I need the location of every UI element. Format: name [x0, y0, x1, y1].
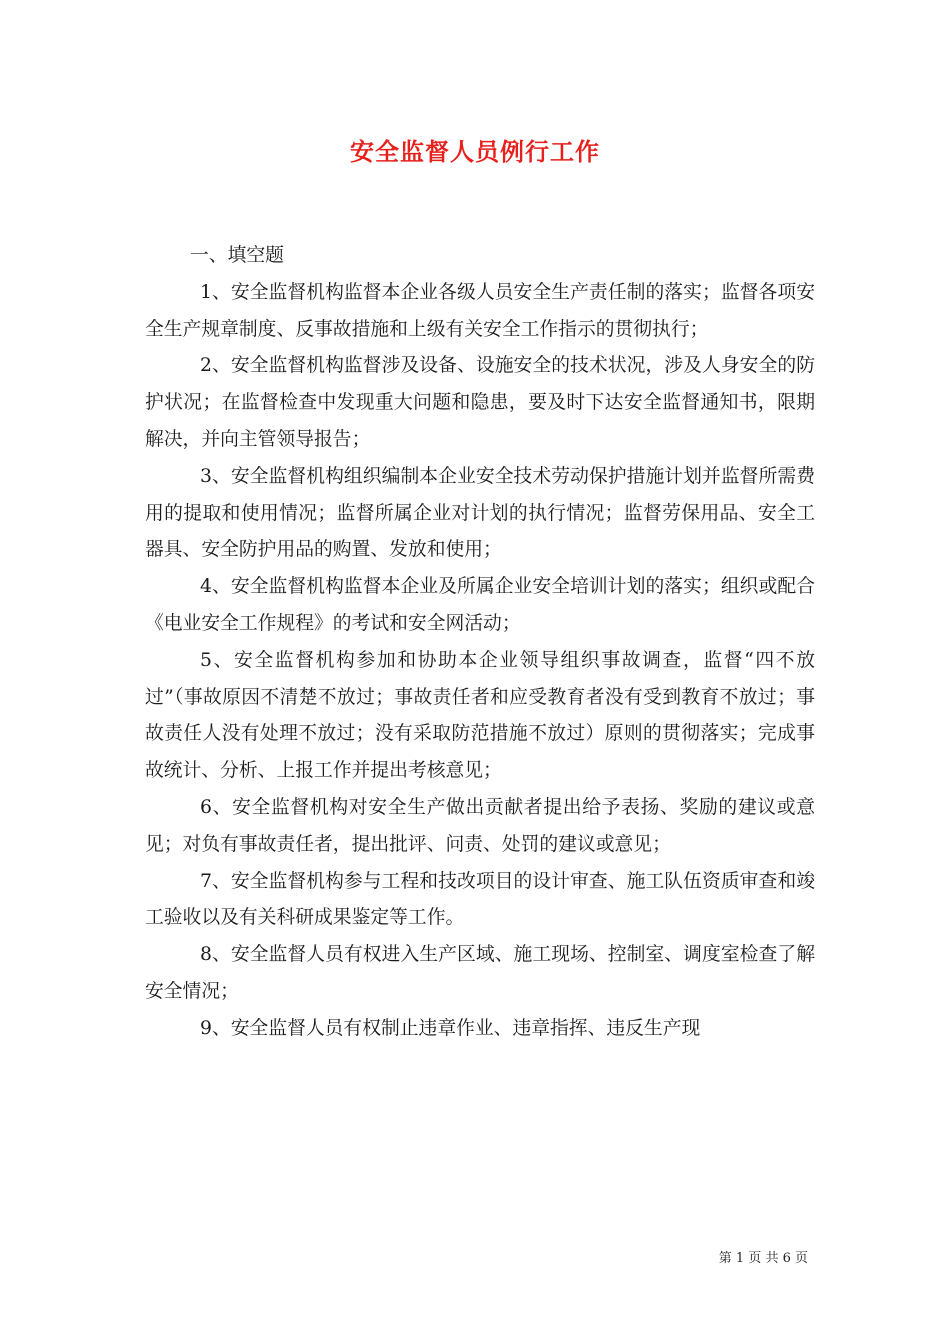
- list-item: 5、安全监督机构参加和协助本企业领导组织事故调查，监督“四不放过”（事故原因不清楚不放过；事故责任者和应受教育者没有受到教育不放过；事故责任人没有处理不放过；没有采取防范措施不放过）原则的贯彻落实；完成事故统计、分析、上报工作并提出考核意见；: [145, 649, 815, 782]
- list-item: 9、安全监督人员有权制止违章作业、违章指挥、违反生产现: [200, 1017, 701, 1039]
- page-number: 第 1 页 共 6 页: [718, 1251, 808, 1266]
- list-item: 8、安全监督人员有权进入生产区域、施工现场、控制室、调度室检查了解安全情况；: [145, 944, 815, 1002]
- document-body: [145, 238, 815, 1048]
- list-item: 1、安全监督机构监督本企业各级人员安全生产责任制的落实；监督各项安全生产规章制度、反事故措施和上级有关安全工作指示的贯彻执行；: [145, 281, 815, 340]
- list-item: 2、安全监督机构监督涉及设备、设施安全的技术状况，涉及人身安全的防护状况；在监督检查中发现重大问题和隐患，要及时下达安全监督通知书，限期解决，并向主管领导报告；: [145, 355, 815, 450]
- list-item: 3、安全监督机构组织编制本企业安全技术劳动保护措施计划并监督所需费用的提取和使用情况；监督所属企业对计划的执行情况；监督劳保用品、安全工器具、安全防护用品的购置、发放和使用；: [145, 465, 815, 561]
- page-footer: [0, 1247, 808, 1266]
- document-title: 安全监督人员例行工作: [350, 137, 600, 166]
- list-item: 7、安全监督机构参与工程和技改项目的设计审查、施工队伍资质审查和竣工验收以及有关科研成果鉴定等工作。: [145, 870, 815, 929]
- list-item: 6、安全监督机构对安全生产做出贡献者提出给予表扬、奖励的建议或意见；对负有事故责任者，提出批评、问责、处罚的建议或意见；: [145, 796, 815, 855]
- list-item: 4、安全监督机构监督本企业及所属企业安全培训计划的落实；组织或配合《电业安全工作规程》的考试和安全网活动；: [145, 576, 815, 634]
- section-heading: 一、填空题: [190, 245, 284, 266]
